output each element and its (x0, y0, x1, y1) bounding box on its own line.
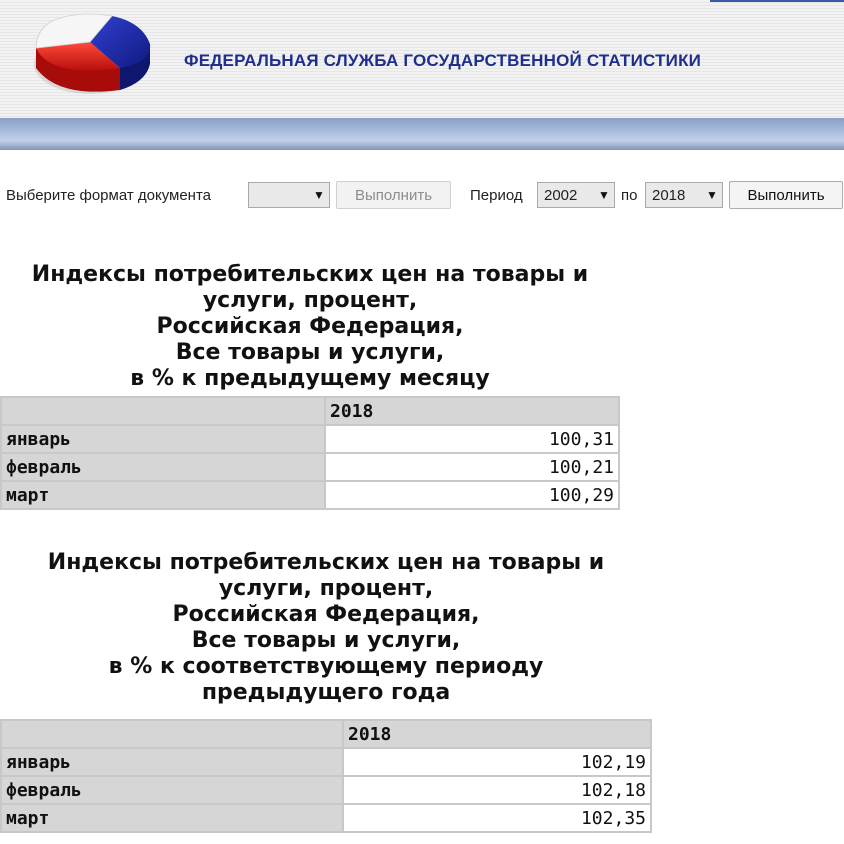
month-label: январь (2, 749, 342, 775)
table-1-title-line: Российская Федерация, (156, 314, 464, 339)
table-2 (0, 719, 652, 833)
table-row (2, 454, 618, 480)
toolbar (0, 180, 844, 210)
chevron-down-icon: ▼ (598, 188, 610, 202)
period-from-select[interactable] (537, 182, 615, 208)
table-1-title-line: Индексы потребительских цен на товары и (31, 262, 589, 287)
to-label: по (621, 186, 638, 204)
table-2-title-line: Все товары и услуги, (191, 628, 461, 653)
table-1-title-line: услуги, процент, (202, 288, 418, 313)
index-value: 102,19 (344, 749, 650, 775)
pie-chart-logo-icon[interactable] (28, 6, 158, 102)
top-link[interactable] (710, 0, 844, 2)
table-1-title (0, 262, 620, 392)
period-to-value: 2018 (652, 186, 686, 204)
table-header-row (2, 398, 618, 424)
month-label: январь (2, 426, 324, 452)
month-label: февраль (2, 454, 324, 480)
table-row (2, 426, 618, 452)
index-value: 102,18 (344, 777, 650, 803)
run-period-button[interactable]: Выполнить (729, 181, 843, 209)
table-2-title (0, 550, 652, 706)
index-value: 100,21 (326, 454, 618, 480)
table-corner-cell (2, 721, 342, 747)
table-row (2, 777, 650, 803)
format-label: Выберите формат документа (6, 186, 212, 204)
month-label: февраль (2, 777, 342, 803)
chevron-down-icon: ▼ (706, 188, 718, 202)
month-label: март (2, 482, 324, 508)
table-header-row (2, 721, 650, 747)
period-to-select[interactable] (645, 182, 723, 208)
agency-title: ФЕДЕРАЛЬНАЯ СЛУЖБА ГОСУДАРСТВЕННОЙ СТАТИСТИКИ (184, 51, 702, 70)
table-1-title-line: в % к предыдущему месяцу (130, 366, 490, 391)
table-2-title-line: предыдущего года (201, 680, 451, 705)
table-2-title-line: Индексы потребительских цен на товары и (47, 550, 605, 575)
period-from-value: 2002 (544, 186, 578, 204)
month-label: март (2, 805, 342, 831)
format-select[interactable] (248, 182, 330, 208)
run-format-button[interactable]: Выполнить (336, 181, 451, 209)
index-value: 100,29 (326, 482, 618, 508)
period-label: Период (470, 186, 523, 204)
site-header (0, 0, 844, 150)
table-2-title-line: в % к соответствующему периоду (108, 654, 544, 679)
year-header: 2018 (326, 398, 618, 424)
header-stripe (0, 118, 844, 150)
table-1 (0, 396, 620, 510)
table-1-title-line: Все товары и услуги, (175, 340, 445, 365)
table-row (2, 482, 618, 508)
index-value: 100,31 (326, 426, 618, 452)
table-corner-cell (2, 398, 324, 424)
table-2-title-line: Российская Федерация, (172, 602, 480, 627)
table-2-title-line: услуги, процент, (218, 576, 434, 601)
chevron-down-icon: ▼ (313, 188, 325, 202)
index-value: 102,35 (344, 805, 650, 831)
year-header: 2018 (344, 721, 650, 747)
table-row (2, 749, 650, 775)
table-row (2, 805, 650, 831)
